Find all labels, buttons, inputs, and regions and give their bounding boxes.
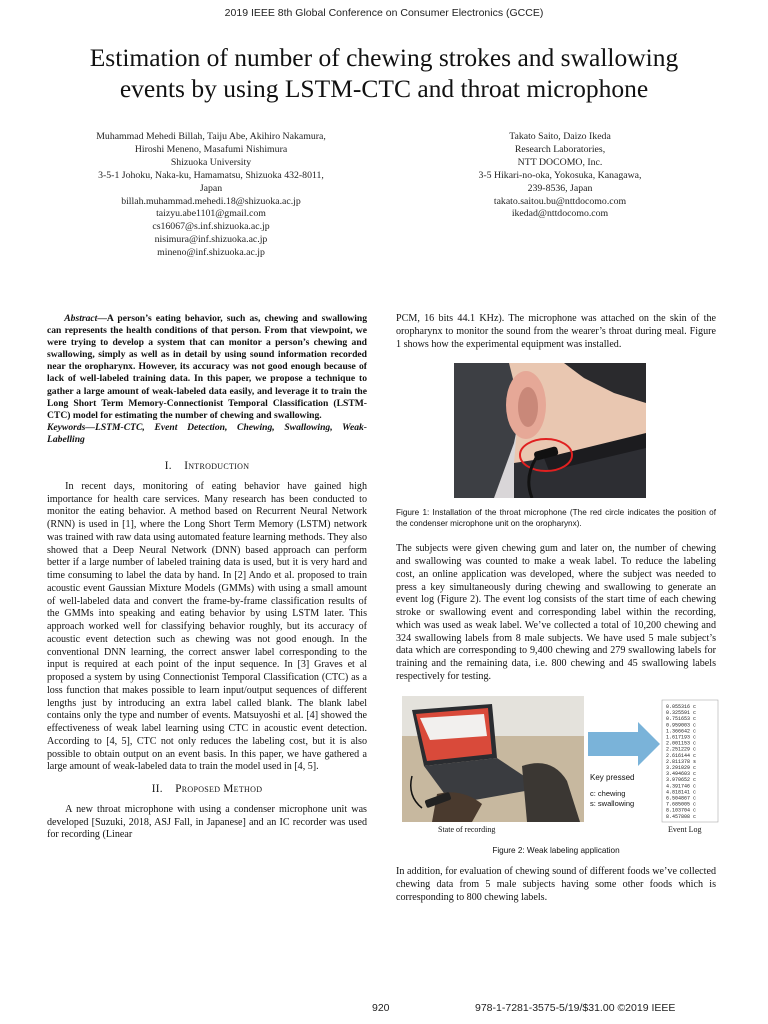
left-column <box>47 313 367 842</box>
author-names: Hiroshi Meneno, Masafumi Nishimura <box>134 143 288 155</box>
event-log-entry: 0.959003 c <box>666 721 697 728</box>
event-log-entry: 2.616144 c <box>666 752 697 759</box>
section-heading-introduction <box>47 460 367 473</box>
section-number: II. <box>151 783 163 796</box>
event-log-entry: 3.970652 c <box>666 776 697 783</box>
abstract <box>47 313 367 422</box>
author-address: Japan <box>199 182 223 194</box>
state-of-recording-label: State of recording <box>438 824 496 834</box>
author-email[interactable]: mineno@inf.shizuoka.ac.jp <box>157 247 265 259</box>
event-log-entry: 2.001153 c <box>666 740 697 747</box>
event-log-entry: 8.103704 c <box>666 807 697 814</box>
author-email[interactable]: billah.muhammad.mehedi.18@shizuoka.ac.jp <box>121 195 301 207</box>
author-affiliation: Shizuoka University <box>170 156 252 168</box>
proposed-method-paragraph: A new throat microphone with using a condenser microphone unit was developed [Suzuki, 2018, ASJ Fall, in Japanese] and an IC recorder was used for recording (Linear <box>47 803 367 841</box>
legend-swallowing: s: swallowing <box>590 798 635 808</box>
abstract-text: —A person’s eating behavior, such as, chewing and swallowing can represents the health conditions of that person. From that viewpoint, we were trying to develop a system that can monitor a person’s chewing and swallowing, simply as well as in detail by using sound information recorded near the oropharynx. However, its accuracy was not good enough because of lack of well-labeled training data. In this paper, we propose a technique to gather a large amount of weak-labeled data easily, and leverage it to train the Long Short Term Memory-Connectionist Temporal Classification (LSTM-CTC) model for estimating the number of chewing and swallowing. <box>47 313 367 421</box>
event-log-entry: 7.685005 c <box>666 801 697 808</box>
event-log-entry: 1.366642 c <box>666 727 697 734</box>
event-log-entry: 0.325591 c <box>666 709 697 716</box>
event-log-entry: 3.291029 c <box>666 764 697 771</box>
abstract-label: Abstract <box>64 313 98 324</box>
event-log-entry: 8.457808 c <box>666 813 697 820</box>
body-paragraph: The subjects were given chewing gum and later on, the number of chewing and swallowing was counted to make a weak label. To reduce the labeling cost, an online application was developed, where the subject was needed to press a key simultaneously during chewing and swallowing to generate an event log (Figure 2). The event log consists of the start time of each chewing stroke or swallowing event and corresponding label within the recording, which was used as weak label. We’ve collected a total of 10,200 chewing and 324 swallowing labels from 8 male subjects. We have used 5 male subject’s data which are corresponding to 9,400 chewing and 279 swallowing labels for training and the remaining data, i.e. 800 chewing and 45 swallowing labels respectively for testing. <box>396 543 716 682</box>
author-address: 239-8536, Japan <box>527 182 593 194</box>
author-email[interactable]: taizyu.abe1101@gmail.com <box>156 208 266 220</box>
author-block-right <box>392 131 728 221</box>
body-paragraph: PCM, 16 bits 44.1 KHz). The microphone was attached on the skin of the oropharynx to monitor the sound from the wearer’s throat during meal. Figure 1 shows how the experimental equipment was installed. <box>396 313 716 350</box>
legend-chewing: c: chewing <box>590 788 626 798</box>
author-address: 3-5-1 Johoku, Naka-ku, Hamamatsu, Shizuoka 432-8011, <box>98 169 324 181</box>
event-log-entry: 4.391746 c <box>666 782 697 789</box>
conference-header: 2019 IEEE 8th Global Conference on Consumer Electronics (GCCE) <box>224 7 544 19</box>
author-department: Research Laboratories, <box>514 143 606 155</box>
footer-copyright: 978-1-7281-3575-5/19/$31.00 ©2019 IEEE <box>475 1002 676 1014</box>
section-heading-proposed-method <box>47 783 367 796</box>
author-organization: NTT DOCOMO, Inc. <box>517 156 603 168</box>
event-log-entry: 1.617193 c <box>666 734 697 740</box>
section-number: I. <box>164 460 172 473</box>
body-paragraph: In addition, for evaluation of chewing sound of different foods we’ve collected chewing data from 5 male subjects having some other foods which is corresponding to 800 chewing labels. <box>396 866 716 903</box>
section-title: Introduction <box>184 460 250 473</box>
figure-1-photo <box>454 363 646 498</box>
title-line-2: events by using LSTM-CTC and throat microphone <box>119 74 649 103</box>
author-email[interactable]: cs16067@s.inf.shizuoka.ac.jp <box>152 221 270 233</box>
figure-1-caption: Figure 1: Installation of the throat microphone (The red circle indicates the position of the condenser microphone unit on the oropharynx). <box>396 508 716 528</box>
weak-labeling-figure <box>402 696 720 836</box>
section-title: Proposed Method <box>175 783 263 796</box>
figure-2 <box>402 696 720 836</box>
event-log-label: Event Log <box>668 824 702 834</box>
author-names: Muhammad Mehedi Billah, Taiju Abe, Akihiro Nakamura, <box>96 131 326 142</box>
event-log-entries <box>666 704 696 820</box>
event-log-entry: 2.811378 s <box>666 758 697 765</box>
title-line-1: Estimation of number of chewing strokes and swallowing <box>89 43 679 72</box>
event-log-entry: 4.818141 c <box>666 788 697 795</box>
event-log-entry: 6.504867 c <box>666 795 697 801</box>
key-pressed-label: Key pressed <box>590 772 635 782</box>
author-email[interactable]: takato.saitou.bu@nttdocomo.com <box>493 195 627 207</box>
introduction-paragraph: In recent days, monitoring of eating behavior have gained high importance for health care services. Many research has been conducted to monitor the eating behavior. A method based on Recurrent Neural Network (RNN) is used in [1], where the Long Short Term Memory (LSTM) network was trained with raw data using automated feature learning methods. They also showed that a Deep Neural Network (DNN) based approach can perform better if a large number of labeled training data is used, but it is very hard and time consuming to label the data by hand. In [2] Ando et al. proposed to train acoustic event Gaussian Mixture Models (GMMs) with using a small amount of well-labeled data and convert the frame-by-frame classification results of the GMMs into speaking and eating behavior by using LSTM later. This approach worked well for classifying behavior roughly, but its accuracy of acoustic event detection such as chewing was not good enough. In the conventional DNN learning, the correct answer label corresponding to the input is required at each point of the input sequence. In [3] Graves et al proposed a system by using Connectionist Temporal Classification (CTC) as a loss function that makes possible to learn input/output sequences of different lengths just by introducing an extra label called blank. The blank label contains only the type and number of events. Matsuyoshi et al. [4] showed the effectiveness of weak label learning using CTC in acoustic event detection. According to [4, 5], CTC not only reduces the labeling cost, but it is also possible to obtain output on an event basis. In this paper, we have gathered a large amount of weak-labeled data to train the model used in [4, 5]. <box>47 480 367 773</box>
event-log-entry: 2.251229 c <box>666 746 697 753</box>
page-number: 920 <box>372 1002 390 1014</box>
throat-microphone-photo <box>454 363 646 498</box>
author-email[interactable]: ikedad@nttdocomo.com <box>511 208 609 220</box>
event-log-entry: 0.751653 c <box>666 715 697 722</box>
right-column <box>396 313 716 904</box>
author-block-left <box>40 131 382 260</box>
keywords: Keywords—LSTM-CTC, Event Detection, Chewing, Swallowing, Weak-Labelling <box>47 421 367 445</box>
author-names: Takato Saito, Daizo Ikeda <box>509 131 611 142</box>
author-email[interactable]: nisimura@inf.shizuoka.ac.jp <box>154 234 268 246</box>
figure-2-caption: Figure 2: Weak labeling application <box>492 845 620 855</box>
event-log-entry: 3.494603 c <box>666 770 697 777</box>
paper-title <box>30 42 738 104</box>
author-address: 3-5 Hikari-no-oka, Yokosuka, Kanagawa, <box>478 169 642 181</box>
event-log-entry: 0.055316 c <box>666 703 697 710</box>
